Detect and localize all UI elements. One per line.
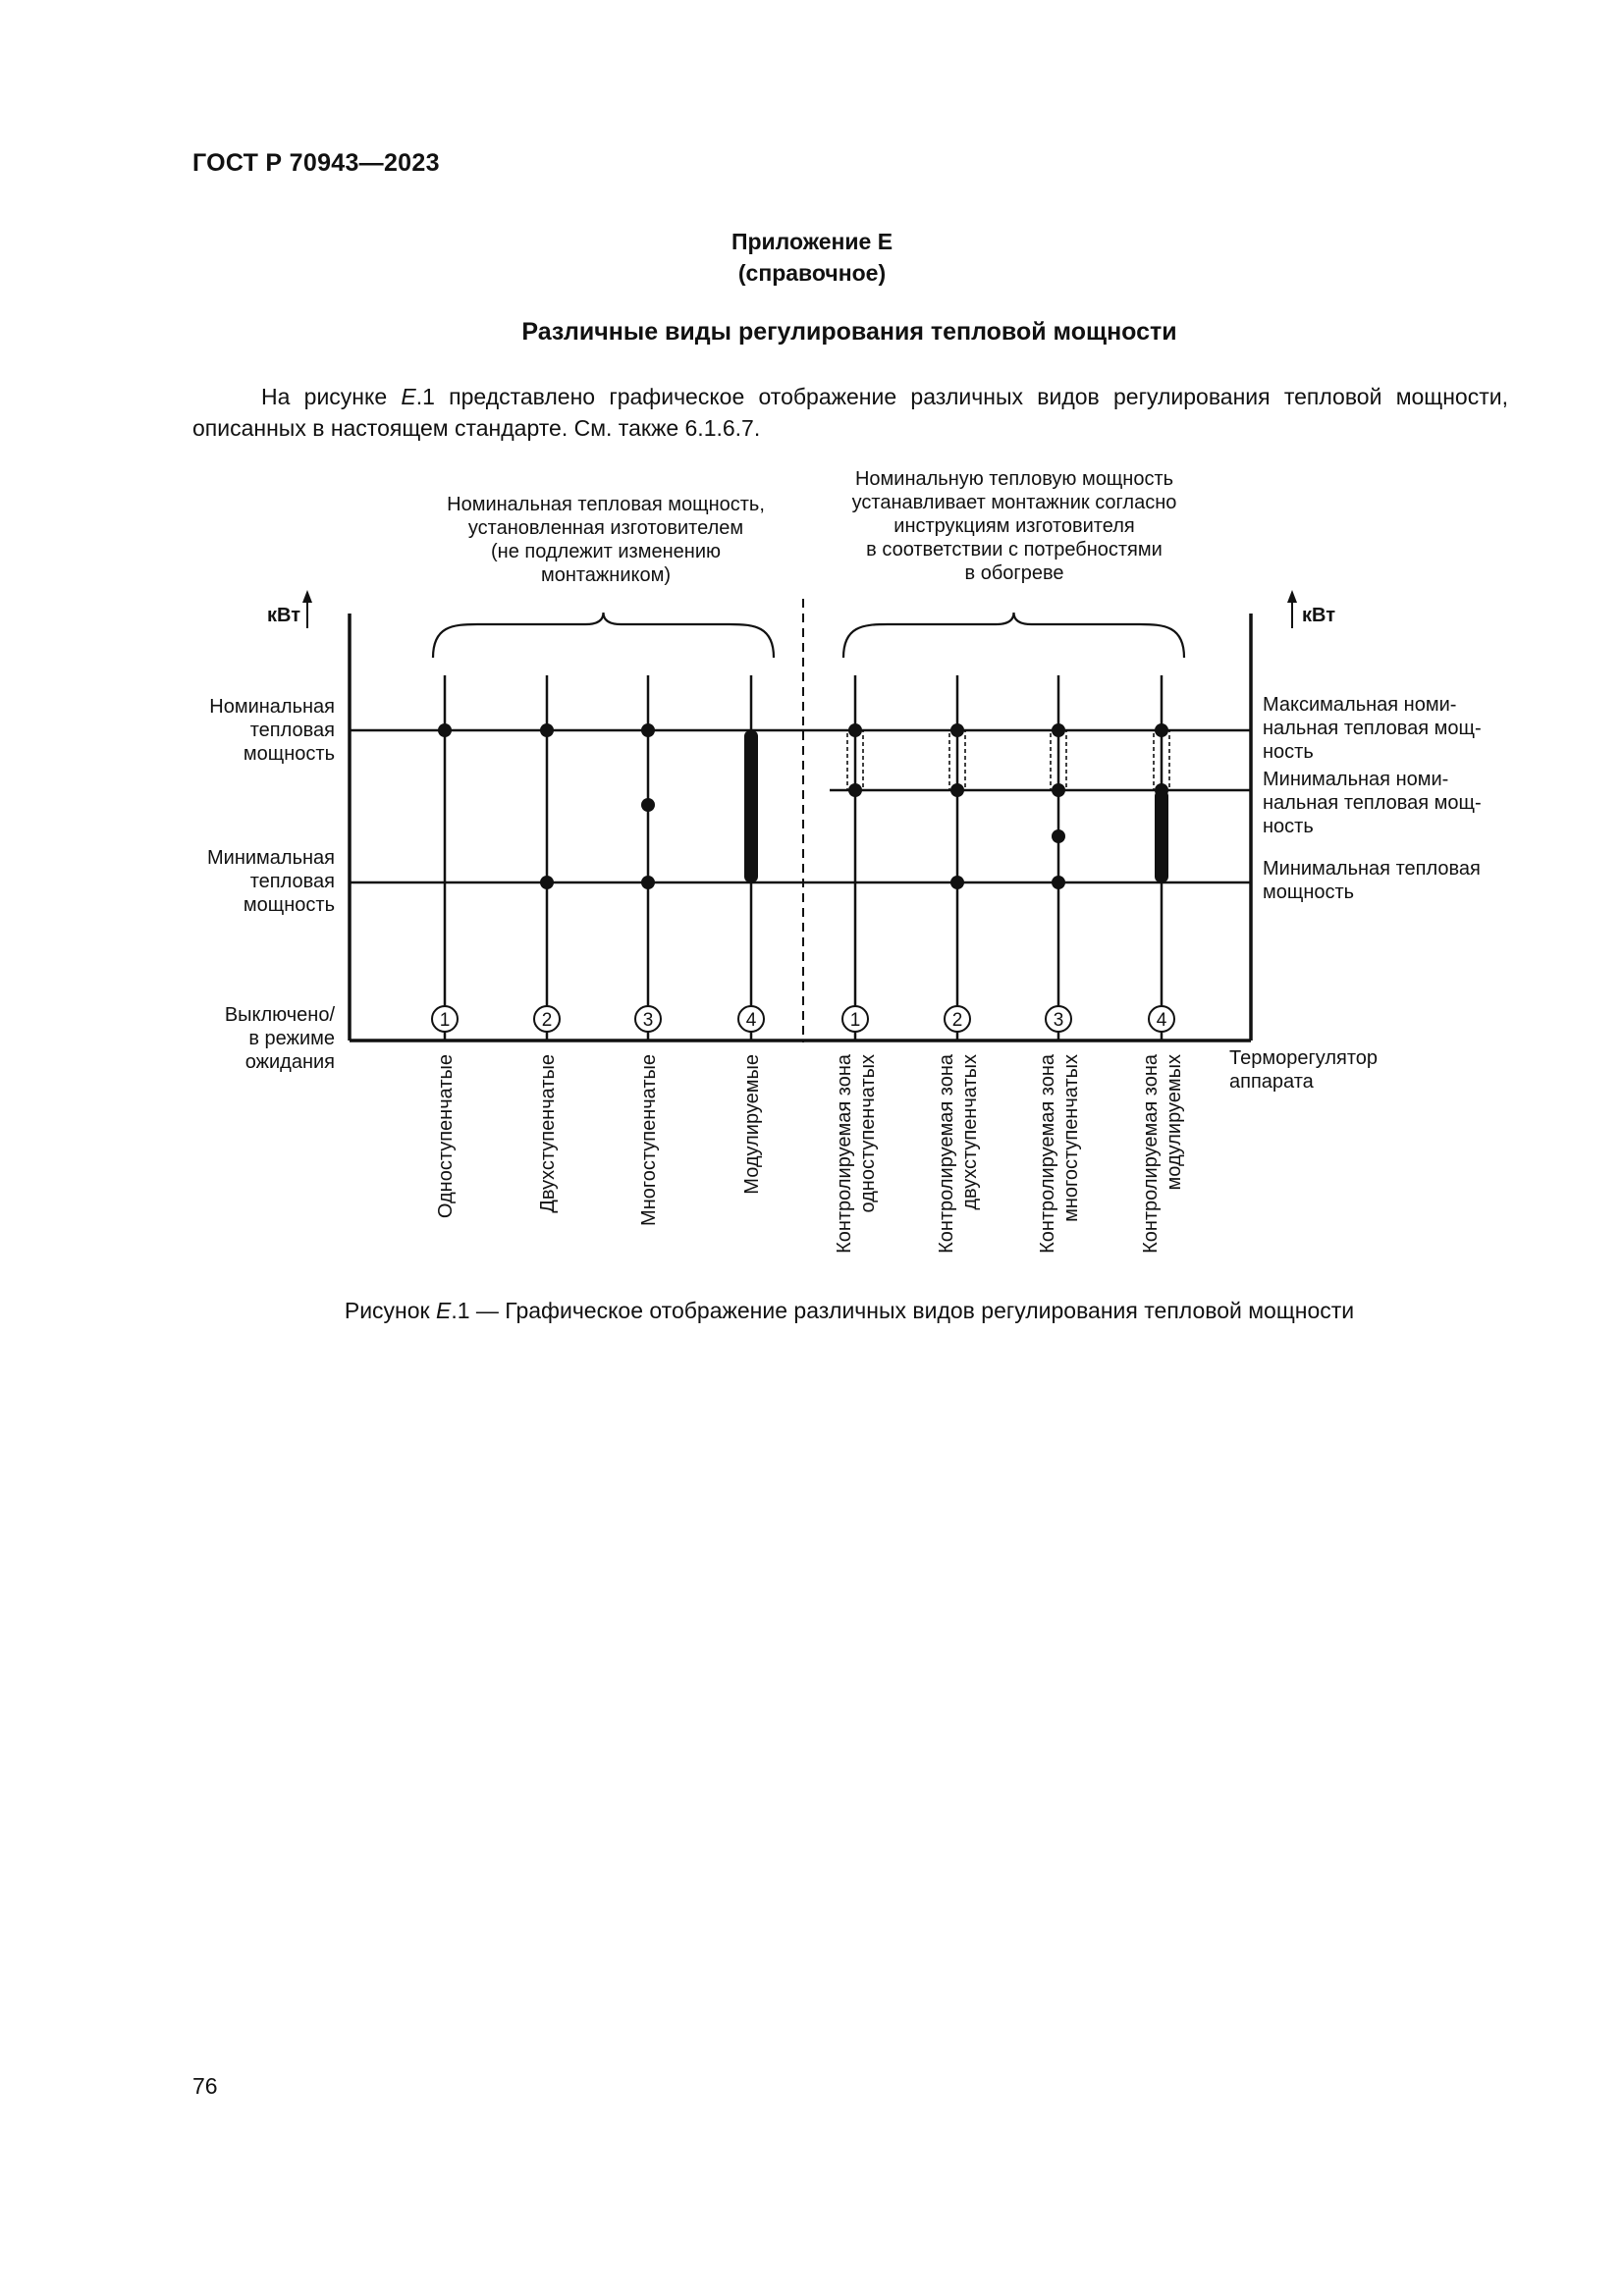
appendix-kind: (справочное)	[737, 260, 887, 286]
label-thermostat-line: Терморегулятор	[1229, 1047, 1378, 1069]
right-group-note-line: Номинальную тепловую мощность	[854, 468, 1174, 490]
caption-prefix: Рисунок	[344, 1298, 436, 1323]
level-dot	[641, 723, 655, 737]
right-axis-unit-arrowhead	[1287, 590, 1297, 603]
label-max-nominal-power-line: Максимальная номи-	[1263, 694, 1457, 716]
level-dot	[848, 783, 862, 797]
document-code-header: ГОСТ Р 70943—2023	[192, 149, 440, 177]
column-label-5	[834, 1053, 879, 1254]
column-label-line: одноступенчатых	[857, 1054, 879, 1213]
label-thermostat-line: аппарата	[1229, 1071, 1314, 1093]
appendix-title: Приложение Е	[731, 229, 893, 254]
number-marker-label: 1	[439, 1010, 451, 1031]
right-group-note	[852, 468, 1177, 584]
left-group-note-line: (не подлежит изменению	[490, 541, 722, 562]
right-group-note-line: в обогреве	[964, 562, 1064, 584]
label-max-nominal-power-line: нальная тепловая мощ-	[1263, 718, 1482, 739]
label-off-standby-line: ожидания	[244, 1051, 335, 1073]
left-group-note	[447, 494, 765, 586]
right-group-note-line: в соответствии с потребностями	[866, 539, 1163, 561]
label-minimal-power-line: мощность	[243, 894, 335, 916]
column-label-line: Контролируемая зона	[834, 1054, 855, 1254]
left-axis-unit-label: кВт	[267, 605, 300, 626]
page-number: 76	[192, 2073, 218, 2099]
number-marker-label: 3	[642, 1010, 654, 1031]
left-axis-unit-arrowhead	[302, 590, 312, 603]
left-group-note-line: установленная изготовителем	[467, 517, 744, 539]
number-marker-label: 1	[849, 1010, 861, 1031]
level-dot	[1052, 829, 1065, 843]
right-group-brace	[843, 613, 1184, 658]
label-nominal-power-line: Номинальная	[209, 696, 335, 718]
number-marker-label: 2	[951, 1010, 963, 1031]
level-dot	[1155, 723, 1168, 737]
column-label-line: Контролируемая зона	[1037, 1054, 1058, 1254]
column-label-line: Одноступенчатые	[435, 1054, 457, 1219]
label-min-nominal-power-line: ность	[1263, 816, 1314, 837]
figure-caption	[0, 1298, 1624, 1324]
paragraph-figure-ref: Е	[401, 384, 416, 409]
column-label-7	[1037, 1053, 1082, 1254]
label-minimal-power-right-line: Минимальная тепловая	[1263, 858, 1481, 880]
label-min-nominal-power-line: Минимальная номи-	[1263, 769, 1449, 790]
level-dot	[848, 723, 862, 737]
left-group-brace	[433, 613, 774, 658]
paragraph-text-after: .1 представлено графическое отображение различных видов регулирования тепловой мощности, описанных в настоящем стандарте. См. также 6.1.6.7.	[192, 384, 1508, 441]
label-max-nominal-power	[1263, 694, 1482, 763]
column-label-2	[537, 1054, 559, 1213]
label-minimal-power-line: Минимальная	[206, 847, 335, 869]
column-label-line: Контролируемая зона	[1140, 1054, 1162, 1254]
label-minimal-power-right	[1263, 858, 1481, 903]
paragraph-text-before: На рисунке	[261, 384, 402, 409]
label-off-standby	[225, 1004, 336, 1073]
column-label-3	[638, 1054, 660, 1226]
column-label-line: двухступенчатых	[959, 1054, 981, 1210]
column-label-line: Контролируемая зона	[936, 1054, 957, 1254]
diagram-content	[207, 468, 1482, 1254]
right-axis-unit-label: кВт	[1302, 605, 1335, 626]
column-label-line: модулируемых	[1164, 1054, 1185, 1191]
column-label-line: многоступенчатых	[1060, 1054, 1082, 1222]
label-nominal-power	[209, 696, 335, 765]
level-dot	[950, 876, 964, 889]
label-thermostat	[1229, 1047, 1378, 1093]
left-group-note-line: монтажником)	[540, 564, 672, 586]
level-dot	[1052, 783, 1065, 797]
number-marker-label: 2	[541, 1010, 553, 1031]
right-group-note-line: устанавливает монтажник согласно	[851, 492, 1177, 513]
label-off-standby-line: Выключено/	[224, 1004, 335, 1026]
column-label-8	[1140, 1053, 1185, 1254]
number-marker-label: 3	[1053, 1010, 1064, 1031]
left-group-note-line: Номинальная тепловая мощность,	[447, 494, 765, 515]
section-title: Различные виды регулирования тепловой мощности	[521, 318, 1177, 346]
level-dot	[950, 723, 964, 737]
level-dot	[641, 876, 655, 889]
level-dot	[540, 723, 554, 737]
label-min-nominal-power-line: нальная тепловая мощ-	[1263, 792, 1482, 814]
level-dot	[950, 783, 964, 797]
column-label-line: Многоступенчатые	[638, 1054, 660, 1226]
modulating-range-bar-controlled	[1155, 790, 1168, 882]
column-label-line: Двухступенчатые	[537, 1054, 559, 1213]
column-label-line: Модулируемые	[741, 1054, 763, 1195]
label-minimal-power-line: тепловая	[249, 871, 335, 892]
label-minimal-power-right-line: мощность	[1263, 881, 1355, 903]
column-label-4	[741, 1054, 763, 1195]
label-max-nominal-power-line: ность	[1263, 741, 1314, 763]
label-off-standby-line: в режиме	[248, 1028, 335, 1049]
label-minimal-power	[207, 847, 335, 916]
right-group-note-line: инструкциям изготовителя	[893, 515, 1135, 537]
label-nominal-power-line: тепловая	[249, 720, 335, 741]
level-dot	[438, 723, 452, 737]
caption-rest: .1 — Графическое отображение различных видов регулирования тепловой мощности	[451, 1298, 1355, 1323]
label-nominal-power-line: мощность	[243, 743, 335, 765]
column-label-1	[435, 1054, 457, 1218]
label-min-nominal-power	[1263, 769, 1482, 837]
column-label-6	[936, 1053, 981, 1254]
modulating-range-bar	[744, 730, 758, 882]
level-dot	[641, 798, 655, 812]
level-dot	[540, 876, 554, 889]
level-dot	[1052, 723, 1065, 737]
caption-figure-letter: Е	[436, 1298, 452, 1323]
number-marker-label: 4	[1156, 1010, 1167, 1031]
number-marker-label: 4	[745, 1010, 757, 1031]
level-dot	[1052, 876, 1065, 889]
